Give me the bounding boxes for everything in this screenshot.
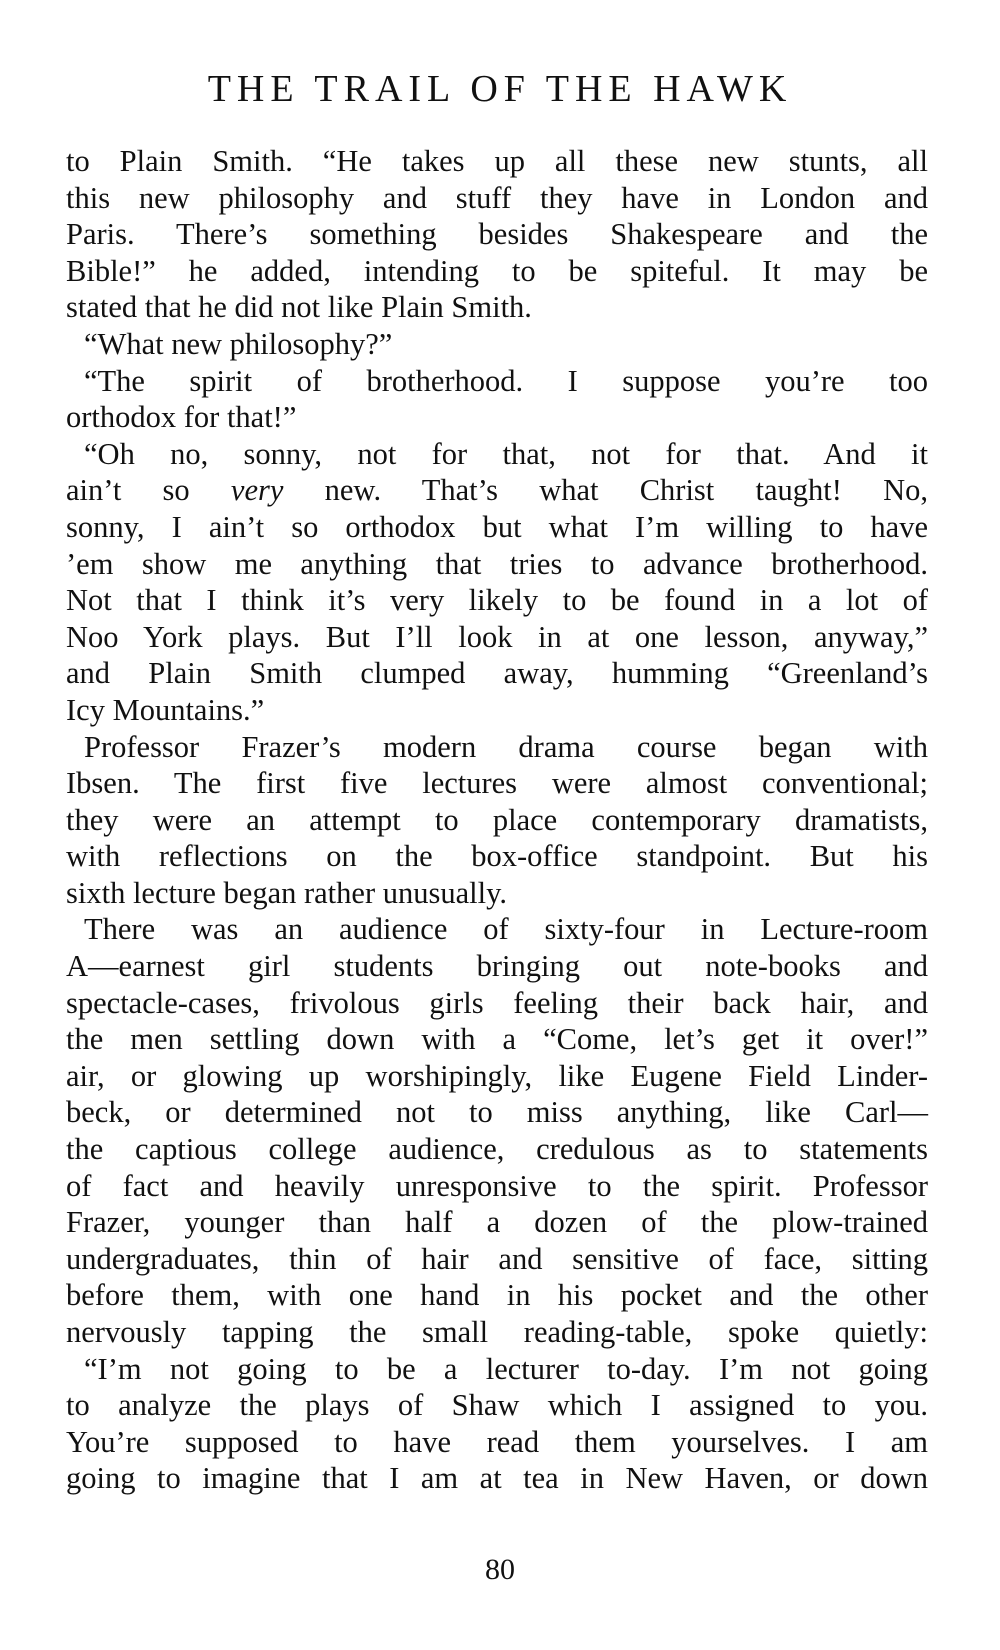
text-line: Ibsen. The first five lectures were almost conventional; — [66, 766, 928, 801]
text-line: Professor Frazer’s modern drama course began with — [84, 729, 928, 764]
text-fragment: new. That’s what Christ taught! No, — [324, 473, 928, 508]
text-line: Frazer, younger than half a dozen of the plow-trained — [66, 1205, 928, 1240]
italic-word: very — [230, 473, 284, 508]
text-line: the men settling down with a “Come, let’s get it over!” — [66, 1022, 928, 1057]
text-line: with reflections on the box-office standpoint. But his — [66, 839, 928, 874]
text-line: air, or glowing up worshipingly, like Eugene Field Linder- — [66, 1058, 928, 1093]
text-line: going to imagine that I am at tea in New Haven, or down — [66, 1461, 928, 1496]
text-line: “What new philosophy?” — [84, 326, 393, 361]
text-line: There was an audience of sixty-four in Lecture-room — [84, 912, 928, 947]
text-line: orthodox for that!” — [66, 400, 297, 435]
text-line: to Plain Smith. “He takes up all these new stunts, all — [66, 144, 928, 178]
text-line: sonny, I ain’t so orthodox but what I’m willing to have — [66, 509, 928, 544]
page-number: 80 — [485, 1553, 515, 1586]
text-line: sixth lecture began rather unusually. — [66, 875, 507, 910]
text-line: before them, with one hand in his pocket and the other — [66, 1278, 928, 1313]
text-line: the captious college audience, credulous as to statements — [66, 1132, 928, 1167]
text-line: Noo York plays. But I’ll look in at one lesson, anyway,” — [66, 619, 928, 654]
text-line: and Plain Smith clumped away, humming “Greenland’s — [66, 656, 928, 691]
text-line: Paris. There’s something besides Shakespeare and the — [66, 217, 928, 252]
text-line: Icy Mountains.” — [66, 692, 265, 727]
text-line: undergraduates, thin of hair and sensitive of face, sitting — [66, 1241, 928, 1276]
text-line: “The spirit of brotherhood. I suppose you’re too — [84, 363, 928, 398]
text-line: “I’m not going to be a lecturer to-day. I’m not going — [84, 1351, 928, 1386]
text-line: nervously tapping the small reading-table, spoke quietly: — [66, 1315, 928, 1349]
text-line: A—earnest girl students bringing out note-books and — [66, 949, 928, 984]
text-line: Not that I think it’s very likely to be found in a lot of — [66, 583, 928, 618]
text-line: to analyze the plays of Shaw which I assigned to you. — [66, 1388, 928, 1423]
text-line: Bible!” he added, intending to be spiteful. It may be — [66, 253, 928, 288]
text-line: stated that he did not like Plain Smith. — [66, 290, 532, 325]
text-line — [66, 472, 928, 509]
text-line: “Oh no, sonny, not for that, not for that. And it — [84, 436, 928, 471]
text-line: ’em show me anything that tries to advance brotherhood. — [66, 546, 928, 581]
text-fragment: ain’t so — [66, 473, 190, 508]
running-title: THE TRAIL OF THE HAWK — [207, 68, 793, 110]
text-line: they were an attempt to place contemporary dramatists, — [66, 802, 928, 837]
text-line: You’re supposed to have read them yourselves. I am — [66, 1424, 928, 1459]
body-text — [66, 143, 928, 1497]
text-line: this new philosophy and stuff they have in London and — [66, 180, 928, 215]
text-line: of fact and heavily unresponsive to the spirit. Professor — [66, 1168, 928, 1203]
text-line: spectacle-cases, frivolous girls feeling their back hair, and — [66, 985, 928, 1020]
text-line: beck, or determined not to miss anything, like Carl— — [66, 1095, 928, 1130]
